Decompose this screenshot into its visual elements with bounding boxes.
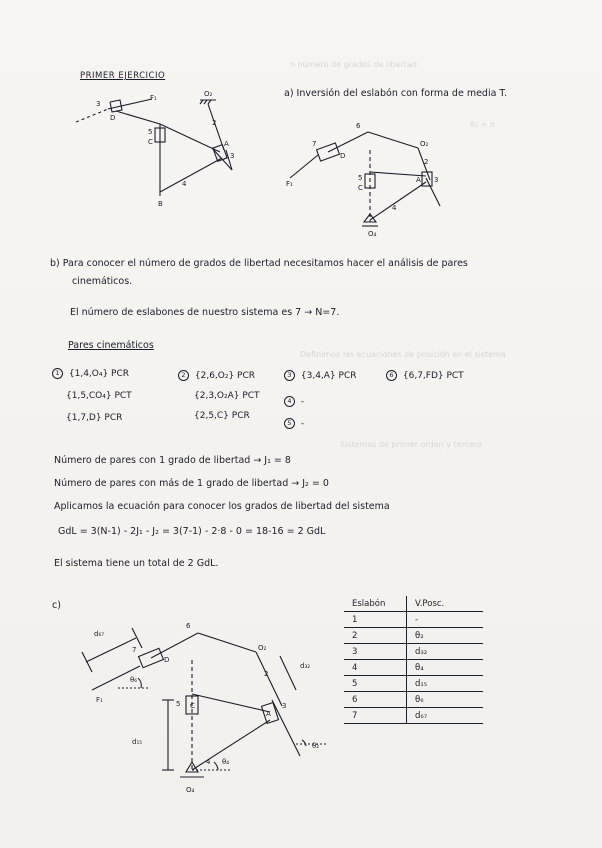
label-2: 2 <box>212 119 217 127</box>
label-d67: d₆₇ <box>94 630 105 638</box>
bleed-text: θ₂ + π <box>470 120 495 129</box>
table-row <box>344 708 483 724</box>
label-6: 6 <box>186 622 191 630</box>
j2-line: Número de pares con más de 1 grado de libertad → J₂ = 0 <box>54 478 329 489</box>
label-d15: d₁₅ <box>132 738 143 746</box>
cell: θ₆ <box>407 692 484 708</box>
j1-line: Número de pares con 1 grado de libertad → J₁ = 8 <box>54 455 291 466</box>
label-o2: O₂ <box>420 140 429 148</box>
label-f1: F₁ <box>150 94 157 102</box>
label-2: 2 <box>264 670 269 678</box>
part-b-intro-1: b) Para conocer el número de grados de libertad necesitamos hacer el análisis de pares <box>50 258 468 269</box>
cell: 3 <box>344 644 407 660</box>
label-d: D <box>110 114 116 122</box>
label-theta6: θ₆ <box>130 676 138 684</box>
cell: θ₂ <box>407 628 484 644</box>
cell: 7 <box>344 708 407 724</box>
table-header-row <box>344 596 483 612</box>
pair-item: {1,4,O₄} PCR <box>68 369 130 379</box>
label-f1: F₁ <box>96 696 103 704</box>
pair-item: {2,5,C} PCR <box>194 411 250 421</box>
position-variables-table <box>344 596 483 724</box>
label-7: 7 <box>132 646 137 654</box>
label-c: C <box>190 702 195 710</box>
group-number: 1 <box>52 368 63 379</box>
bleed-text: n número de grados de libertad <box>290 60 417 69</box>
table-row <box>344 628 483 644</box>
pair-item: {1,7,D} PCR <box>66 413 123 423</box>
pairs-heading: Pares cinemáticos <box>68 340 154 351</box>
label-5: 5 <box>358 174 363 182</box>
label-c: C <box>148 138 153 146</box>
table-row <box>344 660 483 676</box>
cell: 2 <box>344 628 407 644</box>
part-a-title: a) Inversión del eslabón con forma de media T. <box>284 88 508 99</box>
label-b: B <box>158 200 163 208</box>
cell: d₆₇ <box>407 708 484 724</box>
label-d32: d₃₂ <box>300 662 311 670</box>
header-eslabon: Eslabón <box>344 596 407 612</box>
label-4: 4 <box>392 204 397 212</box>
bleed-text: Definimos las ecuaciones de posición en el sistema <box>300 350 506 359</box>
gdl-equation: GdL = 3(N-1) - 2J₁ - J₂ = 3(7-1) - 2·8 - 0 = 18-16 = 2 GdL <box>58 526 326 537</box>
group-number: 6 <box>386 370 397 381</box>
label-7: 7 <box>312 140 317 148</box>
label-theta2: θ₂ <box>312 742 320 750</box>
label-o2: O₂ <box>204 90 213 98</box>
cell: 4 <box>344 660 407 676</box>
cell: 5 <box>344 676 407 692</box>
group-number: 5 <box>284 418 295 429</box>
links-count: El número de eslabones de nuestro sistema es 7 → N=7. <box>70 307 340 318</box>
total-gdl: El sistema tiene un total de 2 GdL. <box>54 558 219 569</box>
cell: 6 <box>344 692 407 708</box>
pair-item: {2,3,O₂A} PCT <box>194 391 260 401</box>
label-a: A <box>224 140 229 148</box>
label-5: 5 <box>176 700 181 708</box>
label-d: D <box>340 152 346 160</box>
table-row <box>344 612 483 628</box>
part-c-label: c) <box>52 600 61 611</box>
pair-item: - <box>300 397 305 407</box>
pair-item: - <box>300 419 305 429</box>
label-a: A <box>416 176 421 184</box>
label-6: 6 <box>356 122 361 130</box>
label-theta4: θ₄ <box>222 758 230 766</box>
pair-item: {3,4,A} PCR <box>300 371 357 381</box>
pair-item: {1,5,CO₄} PCT <box>66 391 132 401</box>
group-number: 2 <box>178 370 189 381</box>
group-number: 4 <box>284 396 295 407</box>
label-5: 5 <box>148 128 153 136</box>
label-o4: O₄ <box>186 786 195 794</box>
label-4: 4 <box>206 758 211 766</box>
cell: 1 <box>344 612 407 628</box>
table-row <box>344 676 483 692</box>
pair-item: {6,7,FD} PCT <box>402 371 464 381</box>
label-a: A <box>266 710 271 718</box>
label-2: 2 <box>424 158 429 166</box>
table-row <box>344 692 483 708</box>
label-o4: O₄ <box>368 230 377 238</box>
label-3: 3 <box>282 702 287 710</box>
label-d: D <box>164 656 170 664</box>
cell: d₁₅ <box>407 676 484 692</box>
cell: - <box>407 612 484 628</box>
label-c: C <box>358 184 363 192</box>
label-o2: O₂ <box>258 644 267 652</box>
label-3b: 3 <box>230 152 235 160</box>
label-4: 4 <box>182 180 187 188</box>
bleed-text: Sistemas de primer orden y tercero <box>340 440 483 449</box>
label-3: 3 <box>434 176 439 184</box>
label-f1: F₁ <box>286 180 293 188</box>
exercise-heading: PRIMER EJERCICIO <box>80 71 166 81</box>
pair-item: {2,6,O₂} PCR <box>194 371 256 381</box>
group-number: 3 <box>284 370 295 381</box>
table-row <box>344 644 483 660</box>
apply-equation-line: Aplicamos la ecuación para conocer los grados de libertad del sistema <box>54 501 390 512</box>
cell: θ₄ <box>407 660 484 676</box>
cell: d₃₂ <box>407 644 484 660</box>
label-3: 3 <box>96 100 101 108</box>
header-vposc: V.Posc. <box>407 596 484 612</box>
part-b-intro-2: cinemáticos. <box>72 276 133 287</box>
